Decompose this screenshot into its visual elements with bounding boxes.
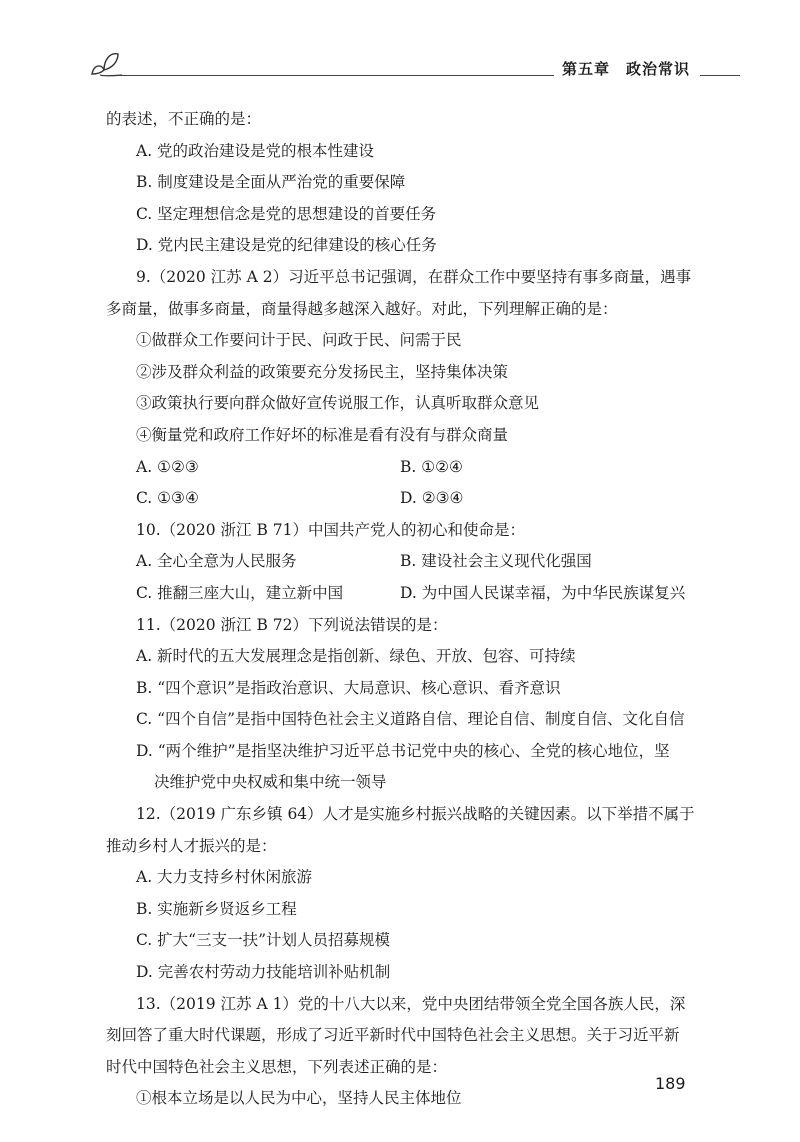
option-d-continued: 决维护党中央权威和集中统一领导	[154, 773, 387, 792]
options-row	[106, 483, 694, 515]
page-number: 189	[655, 1074, 686, 1093]
statement-4: ④衡量党和政府工作好坏的标准是看有没有与群众商量	[136, 425, 509, 444]
option-a: A. 大力支持乡村休闲旅游	[136, 868, 313, 887]
question-10: 10.（2020 浙江 B 71）中国共产党人的初心和使命是：	[136, 520, 525, 539]
statement-3: ③政策执行要向群众做好宣传说服工作，认真听取群众意见	[136, 394, 540, 413]
question-9: 9.（2020 江苏 A 2）习近平总书记强调，在群众工作中要坚持有事多商量，遇事	[136, 267, 692, 286]
text-line: 多商量，做事多商量，商量得越多越深入越好。对此，下列理解正确的是：	[106, 299, 618, 318]
option-b: B. “四个意识”是指政治意识、大局意识、核心意识、看齐意识	[136, 678, 561, 697]
page-content	[106, 104, 694, 1115]
statement-1: ①根本立场是以人民为中心，坚持人民主体地位	[136, 1089, 462, 1108]
option-d: D. “两个维护”是指坚决维护习近平总书记党中央的核心、全党的核心地位，坚	[136, 741, 670, 760]
option-c: C. 扩大“三支一扶”计划人员招募规模	[136, 931, 391, 950]
option-d: D. 为中国人民谋幸福，为中华民族谋复兴	[400, 583, 686, 602]
text-line: 的表述，不正确的是：	[106, 110, 262, 128]
option-b: B. 制度建设是全面从严治党的重要保障	[136, 173, 406, 192]
question-13: 13.（2019 江苏 A 1）党的十八大以来，党中央团结带领全党全国各族人民，深	[136, 994, 686, 1013]
options-row	[106, 546, 694, 578]
option-a: A. 新时代的五大发展理念是指创新、绿色、开放、包容、可持续	[136, 647, 576, 666]
page-header	[88, 44, 700, 84]
text-line: 刻回答了重大时代课题，形成了习近平新时代中国特色社会主义思想。关于习近平新	[106, 1026, 680, 1045]
option-a: A. 全心全意为人民服务	[136, 552, 297, 571]
option-c: C. “四个自信”是指中国特色社会主义道路自信、理论自信、制度自信、文化自信	[136, 710, 685, 729]
option-c: C. 坚定理想信念是党的思想建设的首要任务	[136, 204, 437, 223]
text-line: 时代中国特色社会主义思想，下列表述正确的是：	[106, 1057, 448, 1076]
options-row	[106, 578, 694, 610]
header-rule-left	[118, 75, 554, 76]
option-d: D. 完善农村劳动力技能培训补贴机制	[136, 963, 391, 982]
question-12: 12.（2019 广东乡镇 64）人才是实施乡村振兴战略的关键因素。以下举措不属于	[136, 805, 695, 824]
option-b: B. 实施新乡贤返乡工程	[136, 899, 297, 918]
option-d: D. ②③④	[400, 489, 464, 508]
option-a: A. ①②③	[136, 457, 199, 476]
options-row	[106, 452, 694, 484]
option-a: A. 党的政治建设是党的根本性建设	[136, 141, 375, 160]
option-b: B. 建设社会主义现代化强国	[400, 552, 592, 571]
chapter-title: 第五章 政治常识	[562, 60, 691, 78]
statement-2: ②涉及群众利益的政策要充分发扬民主，坚持集体决策	[136, 362, 509, 381]
header-rule-right-ext	[700, 75, 740, 76]
statement-1: ①做群众工作要问计于民、问政于民、问需于民	[136, 331, 462, 350]
option-d: D. 党内民主建设是党的纪律建设的核心任务	[136, 236, 437, 255]
option-c: C. ①③④	[136, 489, 199, 508]
option-b: B. ①②④	[400, 457, 463, 476]
text-line: 推动乡村人才振兴的是：	[106, 836, 277, 855]
option-c: C. 推翻三座大山，建立新中国	[136, 583, 344, 602]
question-11: 11.（2020 浙江 B 72）下列说法错误的是：	[136, 615, 448, 634]
